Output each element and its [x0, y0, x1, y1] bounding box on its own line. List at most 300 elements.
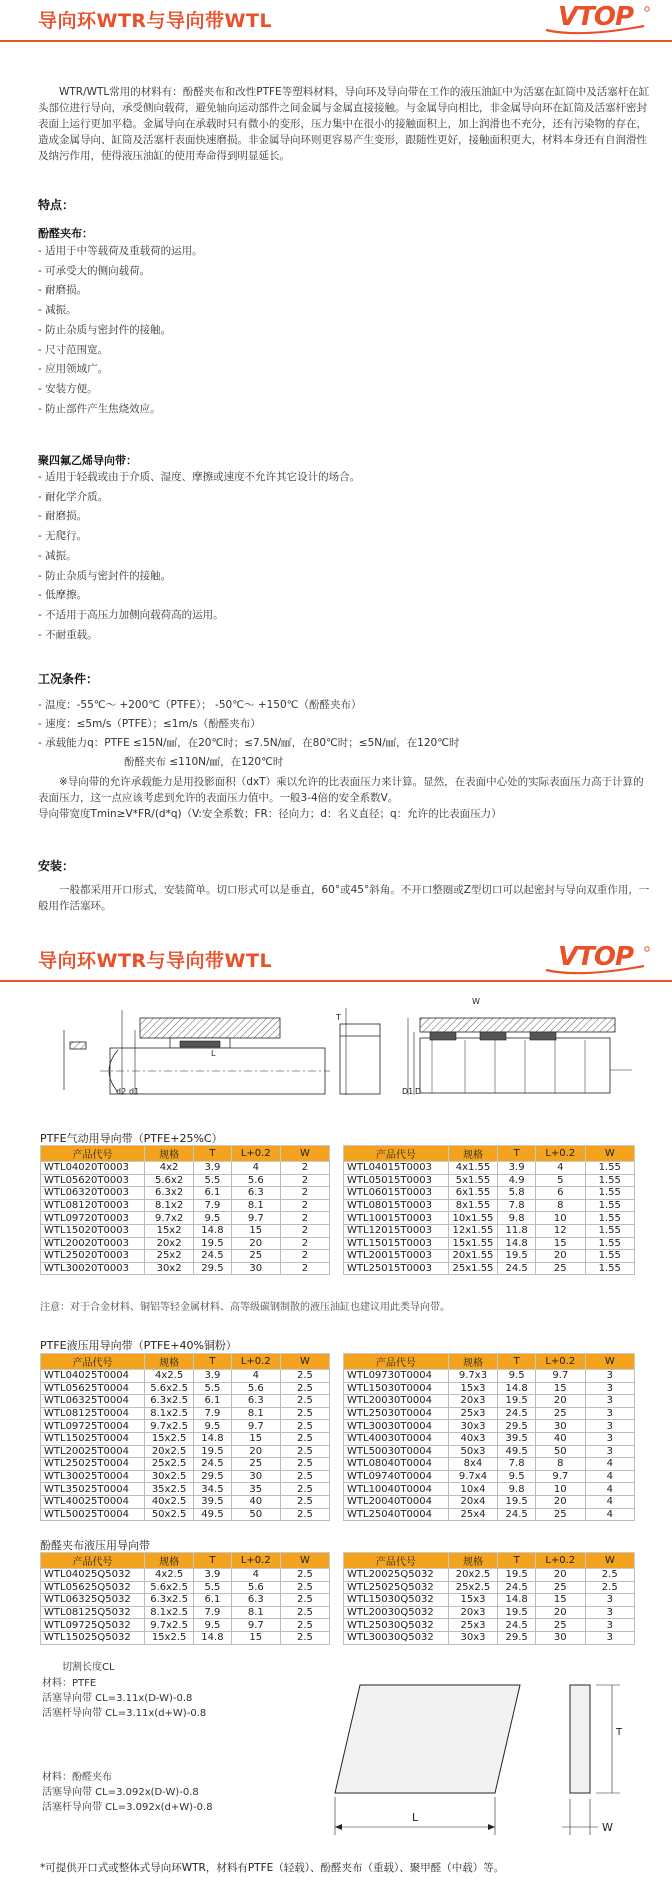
- table-cell: 15x2: [145, 1224, 194, 1237]
- table-cell: 2.5: [585, 1569, 634, 1582]
- product-code-cell: WTL25020T0003: [41, 1250, 145, 1263]
- table-cell: 20: [536, 1569, 585, 1582]
- table-cell: 30: [536, 1631, 585, 1644]
- table-cell: 9.5: [194, 1619, 232, 1632]
- table-cell: 12: [536, 1224, 585, 1237]
- ptfe-heading: 聚四氟乙烯导向带：: [38, 454, 137, 467]
- table-cell: 2.5: [280, 1470, 329, 1483]
- table-cell: 2: [280, 1224, 329, 1237]
- table-cell: 3: [585, 1370, 634, 1383]
- table-cell: 3: [585, 1407, 634, 1420]
- list-item: - 不耐重载。: [38, 626, 360, 646]
- table-row: [344, 1162, 635, 1175]
- table-header-cell: 产品代号: [41, 1354, 145, 1370]
- table1-title: PTFE气动用导向带（PTFE+25%C）: [40, 1132, 223, 1145]
- table-cell: 10: [536, 1483, 585, 1496]
- cut-ptfe-material: 材料：PTFE: [42, 1678, 97, 1689]
- table-cell: 15x3: [448, 1382, 497, 1395]
- table-cell: 5.5: [194, 1382, 232, 1395]
- table-header-cell: W: [280, 1354, 329, 1370]
- product-code-cell: WTL25030Q5032: [344, 1619, 449, 1632]
- table-cell: 9.8: [498, 1483, 536, 1496]
- table-header-cell: W: [585, 1553, 634, 1569]
- table-cell: 25: [536, 1581, 585, 1594]
- table-cell: 20: [536, 1395, 585, 1408]
- cut-phenolic-material: 材料：酚醛夹布: [42, 1772, 112, 1783]
- product-code-cell: WTL04015T0003: [344, 1162, 449, 1175]
- table-cell: 15: [536, 1382, 585, 1395]
- table-cell: 5.6: [231, 1382, 280, 1395]
- table-cell: 9.5: [194, 1212, 232, 1225]
- table-cell: 19.5: [498, 1395, 536, 1408]
- product-code-cell: WTL20025T0004: [41, 1445, 145, 1458]
- header-rule: [0, 980, 672, 982]
- table-cell: 30x3: [448, 1420, 497, 1433]
- product-code-cell: WTL04025Q5032: [41, 1569, 145, 1582]
- table-row: [41, 1445, 330, 1458]
- product-code-cell: WTL15025T0004: [41, 1432, 145, 1445]
- table-cell: 20x2.5: [145, 1445, 194, 1458]
- table2-right: [343, 1353, 635, 1521]
- product-code-cell: WTL09720T0003: [41, 1212, 145, 1225]
- table-cell: 4: [585, 1483, 634, 1496]
- table-cell: 1.55: [585, 1162, 634, 1175]
- table-cell: 15x2.5: [145, 1631, 194, 1644]
- table-header-cell: 规格: [145, 1146, 194, 1162]
- table-header-row: [41, 1553, 330, 1569]
- list-item: - 安装方便。: [38, 380, 203, 400]
- table-cell: 14.8: [498, 1382, 536, 1395]
- table-cell: 15: [231, 1631, 280, 1644]
- ptfe-list: [38, 468, 360, 645]
- list-item: - 无爬行。: [38, 527, 360, 547]
- table-cell: 24.5: [498, 1619, 536, 1632]
- table-row: [344, 1187, 635, 1200]
- table-row: [344, 1407, 635, 1420]
- intro-paragraph: WTR/WTL常用的材料有：酚醛夹布和改性PTFE等塑料材料，导向环及导向带在工作的液压油缸中为活塞在缸筒中及活塞杆在缸头部位进行导向，承受侧向载荷，避免轴向运动部件之间金属与金属直接接触。与金属导向相比，非金属导向环在缸筒及活塞杆密封表面上运行更加平稳。金属导向在承载时只有微小的变形，压力集中在很小的接触面积上，加上润滑也不充分，还有污染物的存在，造成金属导向、缸筒及活塞杆表面快速磨损。非金属导向环则更容易产生变形，跟随性更好，接触面积更大，材料本身还有自润滑性及纳污作用，使得液压油缸的使用寿命得到明显延长。: [38, 86, 650, 162]
- table-cell: 3.9: [498, 1162, 536, 1175]
- cut-phenolic-rod: 活塞杆导向带 CL=3.092x(d+W)-0.8: [42, 1802, 213, 1813]
- table-row: [41, 1432, 330, 1445]
- table-header-cell: 规格: [145, 1354, 194, 1370]
- table-cell: 2.5: [280, 1420, 329, 1433]
- table-cell: 29.5: [498, 1420, 536, 1433]
- table-cell: 3: [585, 1395, 634, 1408]
- piston-cylinder-drawing: [408, 1018, 632, 1095]
- product-code-cell: WTL40025T0004: [41, 1495, 145, 1508]
- cut-strip-drawing: [320, 1675, 640, 1855]
- product-code-cell: WTL30025T0004: [41, 1470, 145, 1483]
- list-item: - 低摩擦。: [38, 586, 360, 606]
- table-row: [41, 1495, 330, 1508]
- table-cell: 6.3x2.5: [145, 1594, 194, 1607]
- product-code-cell: WTL15030T0004: [344, 1382, 449, 1395]
- table-cell: 24.5: [194, 1250, 232, 1263]
- table-cell: 9.7: [536, 1370, 585, 1383]
- install-heading: 安装：: [38, 859, 75, 873]
- table-cell: 2: [280, 1162, 329, 1175]
- product-code-cell: WTL20030T0004: [344, 1395, 449, 1408]
- table-cell: 20x3: [448, 1606, 497, 1619]
- dim-d1-cyl: D1: [402, 1087, 414, 1096]
- table-cell: 2.5: [280, 1508, 329, 1521]
- table-cell: 25x4: [448, 1508, 497, 1521]
- table-cell: 6: [536, 1187, 585, 1200]
- table-cell: 50: [231, 1508, 280, 1521]
- table-cell: 39.5: [498, 1432, 536, 1445]
- dim-t: T: [336, 1013, 341, 1022]
- product-code-cell: WTL15030Q5032: [344, 1594, 449, 1607]
- table-cell: 2: [280, 1187, 329, 1200]
- table2-title: PTFE液压用导向带（PTFE+40%铜粉）: [40, 1339, 237, 1352]
- table-cell: 29.5: [498, 1631, 536, 1644]
- table-cell: 8.1: [231, 1199, 280, 1212]
- table-header-row: [344, 1146, 635, 1162]
- dim-w: W: [472, 997, 480, 1006]
- table-row: [41, 1619, 330, 1632]
- table-cell: 2.5: [280, 1569, 329, 1582]
- table-cell: 4: [231, 1162, 280, 1175]
- table-cell: 20: [536, 1495, 585, 1508]
- table-cell: 1.55: [585, 1212, 634, 1225]
- table-cell: 15: [231, 1432, 280, 1445]
- table-header-cell: T: [194, 1354, 232, 1370]
- table-row: [41, 1224, 330, 1237]
- table-cell: 20: [536, 1606, 585, 1619]
- table-cell: 30x2: [145, 1262, 194, 1275]
- table-row: [41, 1174, 330, 1187]
- cond-load-ptfe: - 承载能力q：PTFE ≤15N/㎟，在20℃时；≤7.5N/㎟，在80℃时；≤5N/㎟，在120℃时: [38, 737, 460, 749]
- cond-speed: - 速度：≤5m/s（PTFE）；≤1m/s（酚醛夹布）: [38, 718, 261, 730]
- table-cell: 2.5: [280, 1407, 329, 1420]
- table-cell: 19.5: [498, 1569, 536, 1582]
- table-header-row: [344, 1354, 635, 1370]
- table3-title: 酚醛夹布液压用导向带: [40, 1539, 150, 1552]
- table-row: [41, 1395, 330, 1408]
- table-cell: 4: [585, 1470, 634, 1483]
- logo-text: VTOP: [558, 942, 634, 972]
- table-row: [41, 1581, 330, 1594]
- product-code-cell: WTL35025T0004: [41, 1483, 145, 1496]
- table-cell: 9.7x3: [448, 1370, 497, 1383]
- table-cell: 2.5: [280, 1370, 329, 1383]
- table-cell: 9.7x2.5: [145, 1619, 194, 1632]
- table-cell: 2.5: [280, 1581, 329, 1594]
- cut-phenolic-block: [42, 1770, 213, 1815]
- table-row: [344, 1262, 635, 1275]
- table-header-cell: W: [585, 1146, 634, 1162]
- table-header-cell: W: [585, 1354, 634, 1370]
- list-item: - 防止杂质与密封件的接触。: [38, 321, 203, 341]
- table-row: [344, 1224, 635, 1237]
- product-code-cell: WTL08040T0004: [344, 1458, 449, 1471]
- table-cell: 9.7: [231, 1619, 280, 1632]
- table-cell: 4: [585, 1458, 634, 1471]
- table-header-cell: L+0.2: [536, 1146, 585, 1162]
- table-cell: 30: [231, 1262, 280, 1275]
- table-cell: 4: [536, 1162, 585, 1175]
- product-code-cell: WTL15020T0003: [41, 1224, 145, 1237]
- table-cell: 2.5: [280, 1382, 329, 1395]
- table-cell: 14.8: [194, 1224, 232, 1237]
- table-cell: 14.8: [194, 1631, 232, 1644]
- product-code-cell: WTL15025Q5032: [41, 1631, 145, 1644]
- table1-right: [343, 1145, 635, 1275]
- table-cell: 24.5: [498, 1262, 536, 1275]
- table-cell: 40: [536, 1432, 585, 1445]
- table-cell: 15: [231, 1224, 280, 1237]
- table-cell: 6x1.55: [448, 1187, 497, 1200]
- table-row: [344, 1395, 635, 1408]
- table-cell: 1.55: [585, 1174, 634, 1187]
- table-cell: 2.5: [585, 1581, 634, 1594]
- header-rule: [0, 40, 672, 42]
- table-cell: 5x1.55: [448, 1174, 497, 1187]
- product-code-cell: WTL04025T0004: [41, 1370, 145, 1383]
- strip-side-view: [340, 1008, 380, 1095]
- table-cell: 8.1x2.5: [145, 1606, 194, 1619]
- product-code-cell: WTL20025Q5032: [344, 1569, 449, 1582]
- table-cell: 20x3: [448, 1395, 497, 1408]
- table-cell: 3.9: [194, 1370, 232, 1383]
- product-code-cell: WTL05625T0004: [41, 1382, 145, 1395]
- dim-d1: d1: [129, 1087, 140, 1096]
- table-cell: 5.5: [194, 1174, 232, 1187]
- table-cell: 3: [585, 1631, 634, 1644]
- table-header-row: [344, 1553, 635, 1569]
- table3-right: [343, 1552, 635, 1645]
- table-cell: 19.5: [498, 1250, 536, 1263]
- table-cell: 6.1: [194, 1395, 232, 1408]
- table-cell: 2.5: [280, 1631, 329, 1644]
- product-code-cell: WTL25015T0003: [344, 1262, 449, 1275]
- table-row: [344, 1370, 635, 1383]
- table-row: [41, 1458, 330, 1471]
- table-cell: 3.9: [194, 1569, 232, 1582]
- table-cell: 2.5: [280, 1619, 329, 1632]
- table-cell: 5.6x2.5: [145, 1581, 194, 1594]
- product-code-cell: WTL20015T0003: [344, 1250, 449, 1263]
- table-row: [41, 1162, 330, 1175]
- table-cell: 30: [231, 1470, 280, 1483]
- list-item: - 耐磨损。: [38, 507, 360, 527]
- product-code-cell: WTL08015T0003: [344, 1199, 449, 1212]
- table-header-cell: L+0.2: [231, 1553, 280, 1569]
- table-cell: 4: [585, 1495, 634, 1508]
- table-cell: 9.7x2: [145, 1212, 194, 1225]
- table-cell: 3: [585, 1382, 634, 1395]
- table-cell: 20x2.5: [448, 1569, 497, 1582]
- list-item: - 适用于中等载荷及重载荷的运用。: [38, 242, 203, 262]
- table-cell: 25: [536, 1508, 585, 1521]
- table-row: [344, 1237, 635, 1250]
- table-cell: 15x2.5: [145, 1432, 194, 1445]
- table-header-row: [41, 1146, 330, 1162]
- table-cell: 4x1.55: [448, 1162, 497, 1175]
- table-cell: 25: [231, 1250, 280, 1263]
- table-header-cell: 规格: [448, 1146, 497, 1162]
- table-row: [41, 1370, 330, 1383]
- table-cell: 10x1.55: [448, 1212, 497, 1225]
- table-cell: 5: [536, 1174, 585, 1187]
- table-row: [344, 1581, 635, 1594]
- table-cell: 2.5: [280, 1458, 329, 1471]
- table-cell: 2: [280, 1212, 329, 1225]
- table-header-cell: 产品代号: [41, 1146, 145, 1162]
- list-item: - 防止杂质与密封件的接触。: [38, 567, 360, 587]
- product-code-cell: WTL20040T0004: [344, 1495, 449, 1508]
- table-header-cell: 产品代号: [41, 1553, 145, 1569]
- table-cell: 1.55: [585, 1237, 634, 1250]
- table-row: [344, 1174, 635, 1187]
- product-code-cell: WTL50025T0004: [41, 1508, 145, 1521]
- dim-d2: d2: [116, 1087, 127, 1096]
- table-row: [344, 1569, 635, 1582]
- table-header-cell: 规格: [448, 1354, 497, 1370]
- table-cell: 2: [280, 1262, 329, 1275]
- table-row: [41, 1470, 330, 1483]
- install-text: 一般都采用开口形式，安装简单。切口形式可以是垂直，60°或45°斜角。不开口整圈或Z型切口可以起密封与导向双重作用，一般用作活塞环。: [38, 884, 650, 912]
- table-header-cell: W: [280, 1146, 329, 1162]
- table-cell: 7.8: [498, 1199, 536, 1212]
- table-cell: 25x2.5: [448, 1581, 497, 1594]
- table-row: [344, 1250, 635, 1263]
- product-code-cell: WTL25030T0004: [344, 1407, 449, 1420]
- cond-load-phenolic: 酚醛夹布 ≤110N/㎟，在120℃时: [124, 756, 284, 768]
- table-row: [41, 1606, 330, 1619]
- phenolic-heading: 酚醛夹布：: [38, 227, 93, 240]
- logo-text: VTOP: [558, 2, 634, 32]
- product-code-cell: WTL05625Q5032: [41, 1581, 145, 1594]
- table-cell: 25: [536, 1619, 585, 1632]
- list-item: - 耐磨损。: [38, 281, 203, 301]
- cond-temperature: - 温度：-55℃～ +200℃（PTFE）； -50℃～ +150℃（酚醛夹布）: [38, 699, 362, 711]
- page2-title: 导向环WTR与导向带WTL: [38, 950, 273, 972]
- table-cell: 4: [231, 1569, 280, 1582]
- table-cell: 8: [536, 1458, 585, 1471]
- table-row: [344, 1470, 635, 1483]
- product-code-cell: WTL09725T0004: [41, 1420, 145, 1433]
- table-header-cell: 产品代号: [344, 1146, 449, 1162]
- table-cell: 6.3: [231, 1187, 280, 1200]
- table-cell: 24.5: [498, 1508, 536, 1521]
- product-code-cell: WTL20030Q5032: [344, 1606, 449, 1619]
- table-cell: 3: [585, 1432, 634, 1445]
- table-cell: 2: [280, 1237, 329, 1250]
- table-row: [41, 1187, 330, 1200]
- list-item: - 适用于轻载或由于介质、湿度、摩擦或速度不允许其它设计的场合。: [38, 468, 360, 488]
- dim-d-cyl: D: [415, 1087, 422, 1096]
- table-header-cell: L+0.2: [231, 1146, 280, 1162]
- product-code-cell: WTL08125T0004: [41, 1407, 145, 1420]
- table-cell: 2.5: [280, 1594, 329, 1607]
- cut-length-heading: 切割长度CL: [62, 1662, 115, 1673]
- table-cell: 5.5: [194, 1581, 232, 1594]
- table-cell: 35: [231, 1483, 280, 1496]
- phenolic-list: [38, 242, 203, 419]
- table-cell: 25: [536, 1407, 585, 1420]
- table-cell: 20: [536, 1250, 585, 1263]
- table-cell: 24.5: [194, 1458, 232, 1471]
- table-cell: 4x2: [145, 1162, 194, 1175]
- table-cell: 49.5: [498, 1445, 536, 1458]
- table-row: [41, 1508, 330, 1521]
- table-header-cell: L+0.2: [536, 1553, 585, 1569]
- table-cell: 40: [231, 1495, 280, 1508]
- footer-note: *可提供开口式或整体式导向环WTR，材料有PTFE（轻载）、酚醛夹布（重载）、聚甲醛（中载）等。: [40, 1862, 505, 1874]
- table-cell: 10x4: [448, 1483, 497, 1496]
- table-cell: 19.5: [194, 1237, 232, 1250]
- table-header-cell: T: [498, 1553, 536, 1569]
- product-code-cell: WTL30030T0004: [344, 1420, 449, 1433]
- table-cell: 25x3: [448, 1407, 497, 1420]
- list-item: - 耐化学介质。: [38, 488, 360, 508]
- table-cell: 8.1: [231, 1407, 280, 1420]
- strip-label-l: L: [412, 1811, 419, 1824]
- table-row: [41, 1382, 330, 1395]
- load-note: ※导向带的允许承载能力是用投影面积（dxT）乘以允许的比表面压力来计算。显然，在表面中心处的实际表面压力高于计算的表面压力，这一点应该考虑到允许的表面压力值中。一般3-4倍的安全系数V。: [38, 776, 644, 804]
- table-cell: 3: [585, 1420, 634, 1433]
- list-item: - 尺寸范围宽。: [38, 341, 203, 361]
- table-cell: 10: [536, 1212, 585, 1225]
- table-cell: 3: [585, 1594, 634, 1607]
- table-row: [344, 1445, 635, 1458]
- table-cell: 50: [536, 1445, 585, 1458]
- table-row: [344, 1631, 635, 1644]
- table-row: [344, 1606, 635, 1619]
- table-cell: 5.8: [498, 1187, 536, 1200]
- product-code-cell: WTL25040T0004: [344, 1508, 449, 1521]
- table-header-cell: T: [498, 1146, 536, 1162]
- table-cell: 39.5: [194, 1495, 232, 1508]
- product-code-cell: WTL10015T0003: [344, 1212, 449, 1225]
- table-cell: 8.1: [231, 1606, 280, 1619]
- table-header-cell: W: [280, 1553, 329, 1569]
- table-row: [344, 1420, 635, 1433]
- table-row: [41, 1262, 330, 1275]
- strip-label-t: T: [616, 1727, 623, 1738]
- table-cell: 50x3: [448, 1445, 497, 1458]
- table-header-cell: L+0.2: [536, 1354, 585, 1370]
- table-cell: 30: [536, 1420, 585, 1433]
- table-cell: 1.55: [585, 1199, 634, 1212]
- product-code-cell: WTL06325T0004: [41, 1395, 145, 1408]
- table-row: [41, 1212, 330, 1225]
- table-cell: 50x2.5: [145, 1508, 194, 1521]
- table-cell: 19.5: [194, 1445, 232, 1458]
- table-row: [344, 1495, 635, 1508]
- product-code-cell: WTL04020T0003: [41, 1162, 145, 1175]
- table-cell: 20x1.55: [448, 1250, 497, 1263]
- table-row: [344, 1619, 635, 1632]
- table-cell: 20x2: [145, 1237, 194, 1250]
- product-code-cell: WTL20020T0003: [41, 1237, 145, 1250]
- table-cell: 8.1x2.5: [145, 1407, 194, 1420]
- table-cell: 20: [231, 1237, 280, 1250]
- brand-logo: [540, 4, 650, 38]
- list-item: - 减振。: [38, 301, 203, 321]
- table-cell: 2.5: [280, 1395, 329, 1408]
- cut-ptfe-block: [42, 1676, 206, 1721]
- table-cell: 9.7: [231, 1212, 280, 1225]
- table-row: [41, 1420, 330, 1433]
- table-cell: 25x2: [145, 1250, 194, 1263]
- product-code-cell: WTL09740T0004: [344, 1470, 449, 1483]
- product-code-cell: WTL40030T0004: [344, 1432, 449, 1445]
- product-code-cell: WTL06325Q5032: [41, 1594, 145, 1607]
- table-cell: 1.55: [585, 1262, 634, 1275]
- table-cell: 14.8: [194, 1432, 232, 1445]
